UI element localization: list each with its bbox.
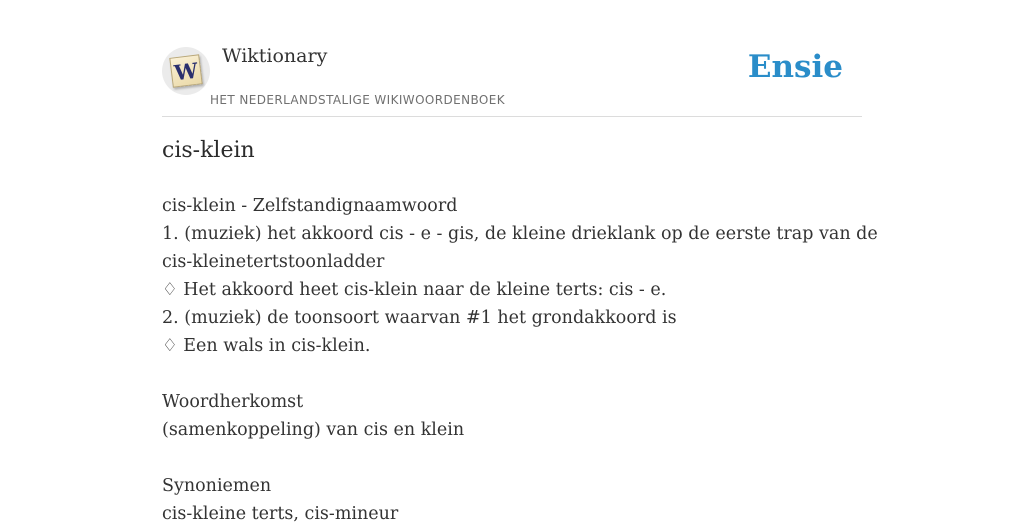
section-heading-synonyms: Synoniemen — [162, 476, 272, 496]
spacer — [162, 444, 862, 472]
entry-line-definition-1: 1. (muziek) het akkoord cis - e - gis, de kleine drieklank op de eerste trap van de — [162, 224, 878, 244]
entry-line-definition-2: 2. (muziek) de toonsoort waarvan #1 het grondakkoord is — [162, 308, 677, 328]
section-heading-etymology: Woordherkomst — [162, 392, 304, 412]
wiktionary-logo-icon[interactable] — [162, 47, 210, 95]
entry-line-word-class: cis-klein - Zelfstandignaamwoord — [162, 196, 458, 216]
entry-line-synonyms: cis-kleine terts, cis-mineur — [162, 504, 399, 524]
ensie-brand-link[interactable]: Ensie — [747, 49, 843, 85]
site-name[interactable]: Wiktionary — [222, 45, 328, 67]
site-header — [162, 0, 862, 117]
entry-line-definition-1-cont: cis-kleinetertstoonladder — [162, 252, 385, 272]
page-title: cis-klein — [162, 138, 255, 163]
spacer — [162, 360, 862, 388]
logo-tile: W — [169, 54, 202, 87]
page-container — [162, 0, 878, 524]
site-tagline: HET NEDERLANDSTALIGE WIKIWOORDENBOEK — [210, 93, 506, 107]
entry-content — [162, 192, 878, 528]
entry-line-example-1: ♢ Het akkoord heet cis-klein naar de kleine terts: cis - e. — [162, 280, 667, 300]
entry-line-etymology: (samenkoppeling) van cis en klein — [162, 420, 465, 440]
entry-line-example-2: ♢ Een wals in cis-klein. — [162, 336, 371, 356]
